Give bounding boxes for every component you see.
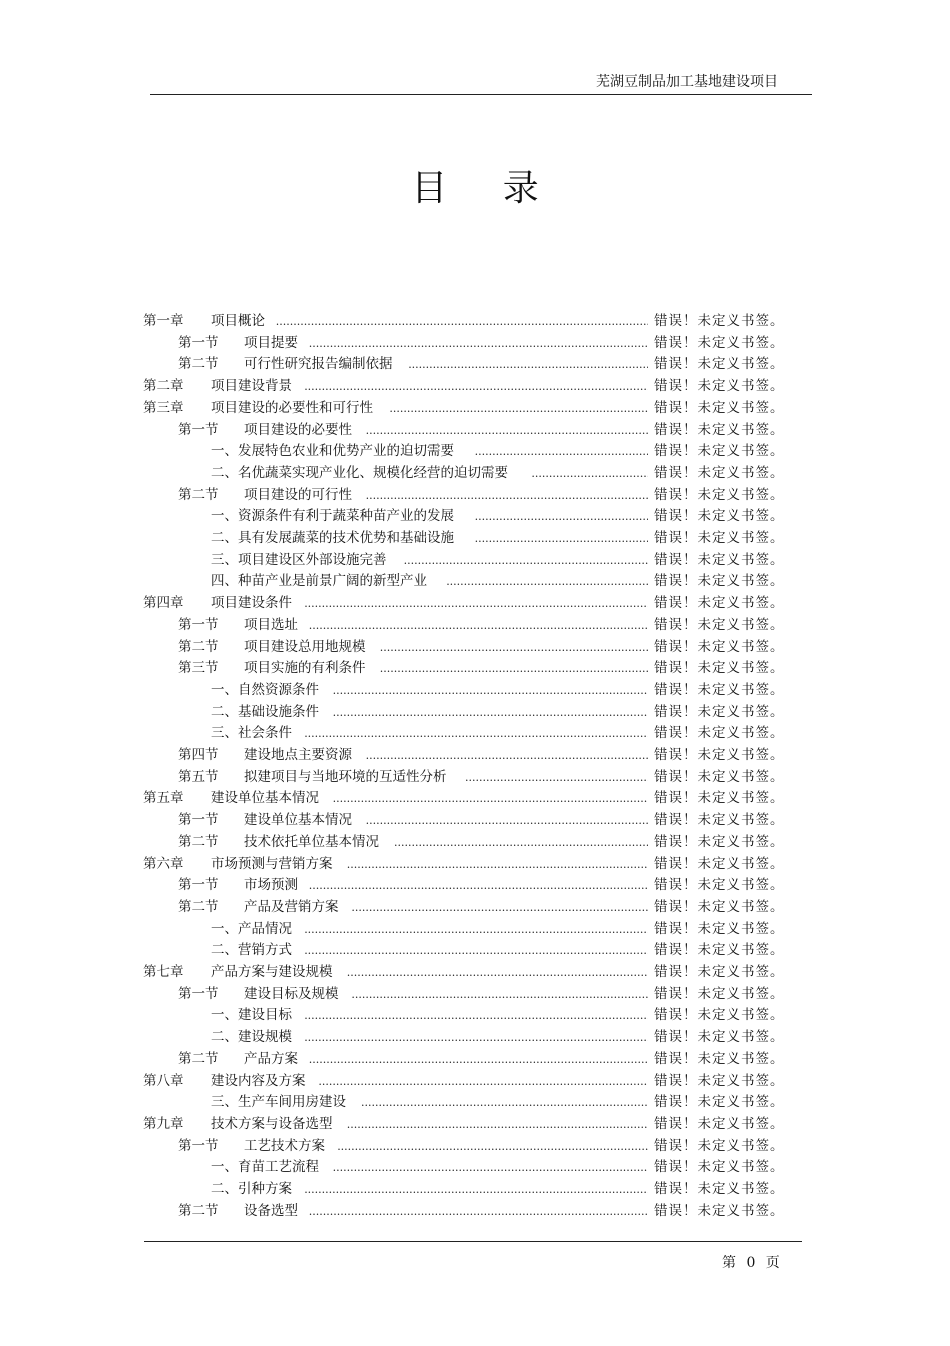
toc-entry-prefix: 第二节 — [178, 833, 219, 850]
page-title: 目 录 — [411, 168, 561, 209]
toc-dot-leader — [304, 593, 648, 613]
toc-dot-leader — [351, 984, 648, 1004]
toc-dot-leader — [304, 723, 648, 743]
toc-entry-title: 一、建设目标 — [211, 1007, 292, 1024]
toc-entry-page: 错误！未定义书签。 — [654, 790, 785, 807]
toc-entry-prefix: 第一节 — [178, 1137, 219, 1154]
toc-entry[interactable] — [0, 528, 950, 548]
toc-dot-leader — [351, 897, 648, 917]
toc-entry-title: 三、生产车间用房建设 — [211, 1094, 346, 1111]
toc-entry-page: 错误！未定义书签。 — [654, 356, 785, 373]
toc-entry-page: 错误！未定义书签。 — [654, 595, 785, 612]
toc-entry-page: 错误！未定义书签。 — [654, 1007, 785, 1024]
toc-dot-leader — [309, 1049, 648, 1069]
toc-entry[interactable] — [0, 485, 950, 505]
toc-entry-title: 项目建设的必要性 — [244, 421, 352, 438]
toc-entry[interactable] — [0, 788, 950, 808]
toc-entry[interactable] — [0, 897, 950, 917]
toc-entry-title: 二、具有发展蔬菜的技术优势和基础设施 — [211, 530, 454, 546]
toc-entry-page: 错误！未定义书签。 — [654, 486, 785, 503]
toc-dot-leader — [333, 788, 648, 808]
toc-entry-title: 二、引种方案 — [211, 1181, 292, 1197]
toc-entry-prefix: 第一节 — [178, 616, 219, 633]
toc-dot-leader — [333, 680, 648, 700]
toc-entry-title: 一、育苗工艺流程 — [211, 1159, 319, 1176]
toc-dot-leader — [366, 485, 648, 505]
toc-entry[interactable] — [0, 420, 950, 440]
toc-entry-title: 建设单位基本情况 — [211, 790, 319, 807]
toc-entry[interactable] — [0, 376, 950, 396]
toc-dot-leader — [366, 420, 648, 440]
toc-entry[interactable] — [0, 832, 950, 852]
toc-entry-prefix: 第一节 — [178, 334, 219, 351]
toc-dot-leader — [531, 463, 648, 483]
toc-entry-prefix: 第七章 — [143, 964, 184, 980]
toc-entry[interactable] — [0, 550, 950, 570]
toc-entry-page: 错误！未定义书签。 — [654, 747, 785, 763]
toc-dot-leader — [380, 658, 648, 678]
toc-entry-prefix: 第九章 — [143, 1115, 184, 1132]
toc-entry-page: 错误！未定义书签。 — [654, 421, 785, 438]
toc-entry[interactable] — [0, 940, 950, 960]
toc-dot-leader — [408, 354, 648, 374]
toc-entry-prefix: 第八章 — [143, 1072, 184, 1089]
toc-entry[interactable] — [0, 398, 950, 418]
toc-entry[interactable] — [0, 962, 950, 982]
toc-entry[interactable] — [0, 810, 950, 830]
toc-entry[interactable] — [0, 854, 950, 874]
toc-dot-leader — [304, 1005, 648, 1025]
toc-entry[interactable] — [0, 723, 950, 743]
toc-entry-prefix: 第六章 — [143, 855, 184, 872]
toc-dot-leader — [366, 745, 648, 765]
toc-dot-leader — [304, 1179, 648, 1199]
toc-entry-title: 三、社会条件 — [211, 725, 292, 742]
toc-dot-leader — [394, 832, 648, 852]
toc-entry[interactable] — [0, 1049, 950, 1069]
toc-entry-title: 技术方案与设备选型 — [211, 1115, 333, 1132]
toc-entry[interactable] — [0, 333, 950, 353]
toc-entry[interactable] — [0, 767, 950, 787]
toc-entry-prefix: 第四章 — [143, 595, 184, 612]
toc-entry-page: 错误！未定义书签。 — [654, 898, 785, 915]
toc-entry-title: 四、种苗产业是前景广阔的新型产业 — [211, 573, 427, 590]
toc-entry-page: 错误！未定义书签。 — [654, 725, 785, 742]
toc-entry[interactable] — [0, 571, 950, 591]
toc-dot-leader — [380, 637, 648, 657]
toc-entry-page: 错误！未定义书签。 — [654, 833, 785, 850]
toc-entry-prefix: 第五节 — [178, 768, 219, 785]
toc-entry-title: 市场预测 — [244, 877, 298, 894]
toc-entry-page: 错误！未定义书签。 — [654, 1050, 785, 1067]
toc-entry[interactable] — [0, 1027, 950, 1047]
toc-entry-title: 项目建设的可行性 — [244, 486, 352, 503]
toc-entry-prefix: 第五章 — [143, 790, 184, 807]
toc-entry-prefix: 第二节 — [178, 1202, 219, 1219]
toc-dot-leader — [304, 919, 648, 939]
toc-entry-page: 错误！未定义书签。 — [654, 1181, 785, 1197]
toc-entry-page: 错误！未定义书签。 — [654, 964, 785, 980]
toc-entry-prefix: 第一章 — [143, 313, 184, 329]
toc-entry-title: 项目实施的有利条件 — [244, 660, 366, 677]
toc-entry[interactable] — [0, 658, 950, 678]
toc-entry-prefix: 第一节 — [178, 985, 219, 1002]
toc-dot-leader — [475, 528, 648, 548]
toc-dot-leader — [309, 875, 648, 895]
toc-entry-page: 错误！未定义书签。 — [654, 855, 785, 872]
toc-entry-page: 错误！未定义书签。 — [654, 508, 785, 525]
toc-entry-title: 项目建设背景 — [211, 378, 292, 395]
toc-dot-leader — [347, 1114, 648, 1134]
page-header — [150, 66, 812, 95]
toc-entry-prefix: 第二节 — [178, 1050, 219, 1067]
toc-entry[interactable] — [0, 875, 950, 895]
toc-entry-prefix: 第四节 — [178, 747, 219, 763]
toc-entry-title: 建设地点主要资源 — [244, 747, 352, 763]
toc-entry-page: 错误！未定义书签。 — [654, 573, 785, 590]
toc-entry-page: 错误！未定义书签。 — [654, 920, 785, 937]
toc-entry-page: 错误！未定义书签。 — [654, 334, 785, 351]
toc-entry[interactable] — [0, 637, 950, 657]
toc-entry-page: 错误！未定义书签。 — [654, 1115, 785, 1132]
toc-entry-page: 错误！未定义书签。 — [654, 638, 785, 655]
toc-entry-page: 错误！未定义书签。 — [654, 530, 785, 546]
toc-entry-title: 产品方案与建设规模 — [211, 964, 333, 980]
toc-entry-title: 二、营销方式 — [211, 942, 292, 959]
toc-entry-title: 一、产品情况 — [211, 920, 292, 937]
toc-entry-title: 项目建设的必要性和可行性 — [211, 399, 373, 416]
toc-dot-leader — [361, 1092, 648, 1112]
toc-entry[interactable] — [0, 1136, 950, 1156]
toc-dot-leader — [304, 940, 648, 960]
toc-entry-page: 错误！未定义书签。 — [654, 768, 785, 785]
toc-entry-prefix: 第二章 — [143, 378, 184, 395]
toc-entry[interactable] — [0, 1071, 950, 1091]
toc-entry-title: 二、基础设施条件 — [211, 703, 319, 720]
toc-entry-page: 错误！未定义书签。 — [654, 1072, 785, 1089]
toc-entry-page: 错误！未定义书签。 — [654, 1029, 785, 1046]
toc-entry[interactable] — [0, 702, 950, 722]
toc-entry-title: 项目建设条件 — [211, 595, 292, 612]
footer-divider — [144, 1241, 802, 1242]
toc-entry-title: 可行性研究报告编制依据 — [244, 356, 393, 373]
toc-entry-page: 错误！未定义书签。 — [654, 1094, 785, 1111]
toc-entry-prefix: 第二节 — [178, 898, 219, 915]
toc-entry-page: 错误！未定义书签。 — [654, 812, 785, 829]
toc-entry-title: 建设内容及方案 — [211, 1072, 306, 1089]
toc-entry-page: 错误！未定义书签。 — [654, 378, 785, 395]
toc-entry-page: 错误！未定义书签。 — [654, 1137, 785, 1154]
toc-dot-leader — [446, 571, 648, 591]
toc-entry[interactable] — [0, 1157, 950, 1177]
toc-dot-leader — [347, 962, 648, 982]
toc-dot-leader — [347, 854, 648, 874]
toc-entry-page: 错误！未定义书签。 — [654, 985, 785, 1002]
toc-entry[interactable] — [0, 463, 950, 483]
toc-dot-leader — [465, 767, 648, 787]
toc-entry-prefix: 第三章 — [143, 399, 184, 416]
toc-entry[interactable] — [0, 680, 950, 700]
toc-dot-leader — [389, 398, 648, 418]
toc-entry[interactable] — [0, 984, 950, 1004]
toc-entry-page: 错误！未定义书签。 — [654, 681, 785, 698]
toc-entry-title: 技术依托单位基本情况 — [244, 833, 379, 850]
toc-entry-page: 错误！未定义书签。 — [654, 616, 785, 633]
toc-entry[interactable] — [0, 615, 950, 635]
toc-dot-leader — [337, 1136, 648, 1156]
toc-entry[interactable] — [0, 311, 950, 331]
toc-dot-leader — [309, 1201, 648, 1221]
toc-entry-title: 一、自然资源条件 — [211, 681, 319, 698]
toc-entry[interactable] — [0, 1005, 950, 1025]
toc-entry[interactable] — [0, 354, 950, 374]
toc-entry-title: 产品方案 — [244, 1050, 298, 1067]
toc-entry[interactable] — [0, 506, 950, 526]
toc-entry-page: 错误！未定义书签。 — [654, 551, 785, 568]
toc-dot-leader — [475, 441, 648, 461]
toc-entry[interactable] — [0, 1179, 950, 1199]
toc-entry-page: 错误！未定义书签。 — [654, 660, 785, 677]
toc-entry-title: 项目提要 — [244, 334, 298, 351]
toc-entry-page: 错误！未定义书签。 — [654, 877, 785, 894]
toc-dot-leader — [404, 550, 648, 570]
toc-entry-title: 二、建设规模 — [211, 1029, 292, 1046]
toc-entry-title: 工艺技术方案 — [244, 1137, 325, 1154]
toc-entry-title: 项目选址 — [244, 616, 298, 633]
toc-entry-prefix: 第二节 — [178, 356, 219, 373]
toc-entry-prefix: 第三节 — [178, 660, 219, 677]
toc-entry-title: 拟建项目与当地环境的互适性分析 — [244, 768, 447, 785]
toc-entry-title: 设备选型 — [244, 1202, 298, 1219]
toc-entry-title: 产品及营销方案 — [244, 898, 339, 915]
toc-entry-page: 错误！未定义书签。 — [654, 443, 785, 460]
toc-entry-title: 建设单位基本情况 — [244, 812, 352, 829]
toc-entry[interactable] — [0, 1092, 950, 1112]
toc-dot-leader — [309, 333, 648, 353]
toc-dot-leader — [333, 1157, 648, 1177]
toc-entry-title: 一、资源条件有利于蔬菜种苗产业的发展 — [211, 508, 454, 525]
toc-entry-title: 建设目标及规模 — [244, 985, 339, 1002]
toc-entry-title: 项目概论 — [211, 313, 265, 329]
toc-entry-prefix: 第一节 — [178, 877, 219, 894]
toc-entry-title: 二、名优蔬菜实现产业化、规模化经营的迫切需要 — [211, 464, 508, 481]
toc-entry-page: 错误！未定义书签。 — [654, 942, 785, 959]
toc-dot-leader — [309, 615, 648, 635]
toc-entry-prefix: 第二节 — [178, 638, 219, 655]
toc-entry-prefix: 第一节 — [178, 812, 219, 829]
toc-dot-leader — [333, 702, 648, 722]
toc-dot-leader — [318, 1071, 648, 1091]
toc-dot-leader — [304, 1027, 648, 1047]
toc-entry-page: 错误！未定义书签。 — [654, 1159, 785, 1176]
toc-entry-page: 错误！未定义书签。 — [654, 1202, 785, 1219]
toc-entry[interactable] — [0, 1201, 950, 1221]
toc-entry-title: 一、发展特色农业和优势产业的迫切需要 — [211, 443, 454, 460]
toc-dot-leader — [276, 311, 648, 331]
toc-entry[interactable] — [0, 745, 950, 765]
toc-entry-title: 项目建设总用地规模 — [244, 638, 366, 655]
toc-entry-title: 三、项目建设区外部设施完善 — [211, 551, 387, 568]
toc-entry-page: 错误！未定义书签。 — [654, 464, 785, 481]
toc-entry-prefix: 第一节 — [178, 421, 219, 438]
toc-entry[interactable] — [0, 1114, 950, 1134]
header-title: 芜湖豆制品加工基地建设项目 — [596, 74, 778, 90]
toc-dot-leader — [366, 810, 648, 830]
toc-entry-page: 错误！未定义书签。 — [654, 313, 785, 329]
page-number: 第 0 页 — [722, 1255, 780, 1271]
toc-entry[interactable] — [0, 441, 950, 461]
toc-entry-page: 错误！未定义书签。 — [654, 703, 785, 720]
toc-entry[interactable] — [0, 593, 950, 613]
toc-entry-title: 市场预测与营销方案 — [211, 855, 333, 872]
toc-entry-prefix: 第二节 — [178, 486, 219, 503]
toc-entry[interactable] — [0, 919, 950, 939]
toc-dot-leader — [304, 376, 648, 396]
toc-entry-page: 错误！未定义书签。 — [654, 399, 785, 416]
toc-dot-leader — [475, 506, 648, 526]
